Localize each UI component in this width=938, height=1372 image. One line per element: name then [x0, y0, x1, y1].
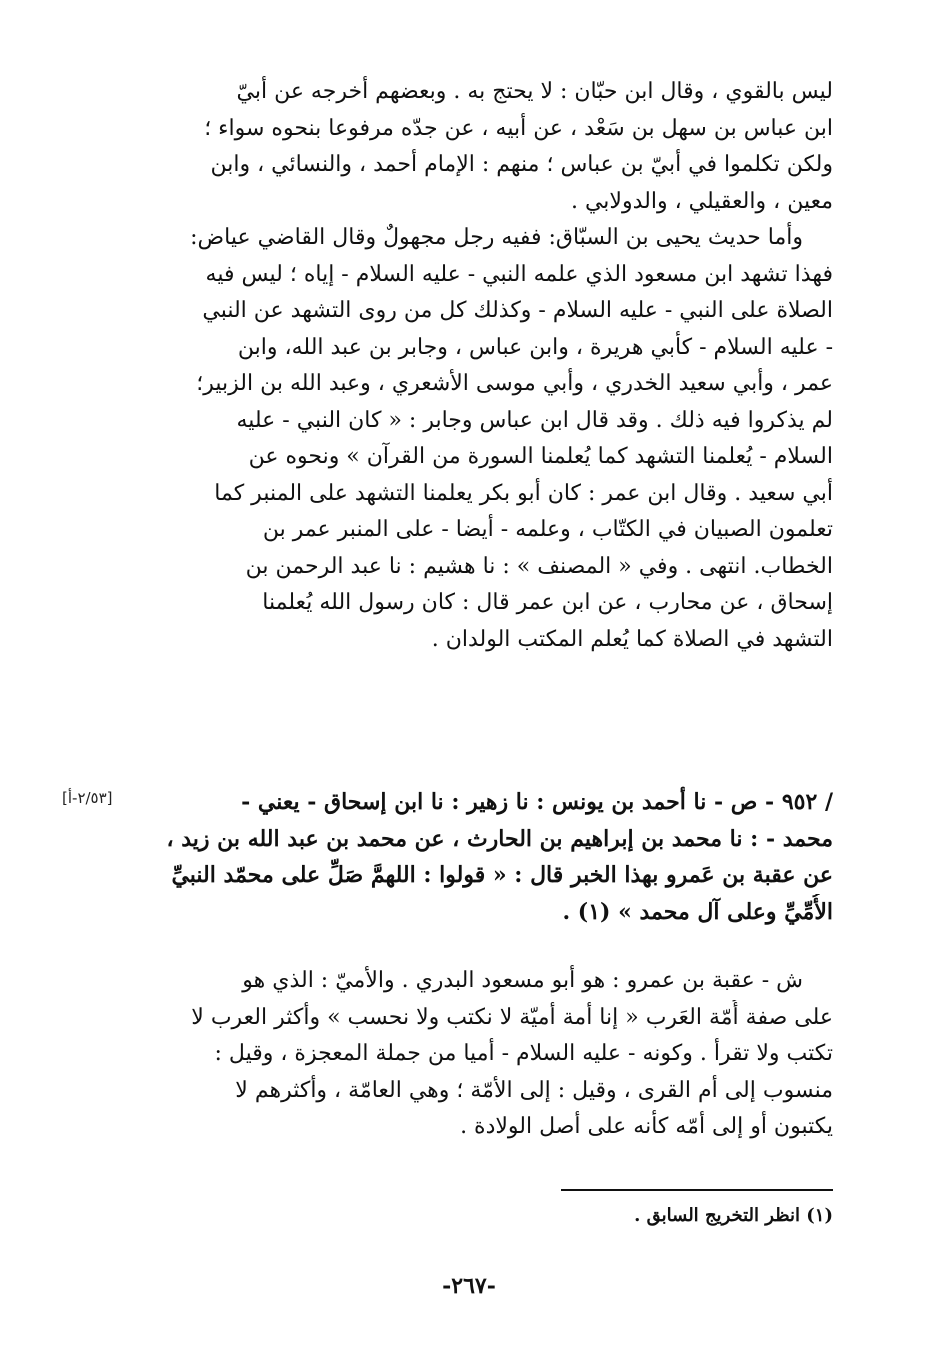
text-line: ش - عقبة بن عمرو : هو أبو مسعود البدري . والأميّ : الذي هو [242, 968, 803, 993]
commentary-section [151, 74, 833, 658]
text-line: تعلمون الصبيان في الكتّاب ، وعلمه - أيضا - على المنبر عمر بن [262, 517, 833, 542]
text-line: ولكن تكلموا في أبيّ بن عباس ؛ منهم : الإمام أحمد ، والنسائي ، وابن [210, 152, 833, 177]
footnote: (١) انظر التخريج السابق . [634, 1205, 833, 1226]
text-line: عمر ، وأبي سعيد الخدري ، وأبي موسى الأشعري ، وعبد الله بن الزبير؛ [196, 371, 833, 396]
hadith-line: عن عقبة بن عَمرو بهذا الخبر قال : « قولوا : اللهمَّ صَلِّ على محمّد النبيِّ [171, 862, 833, 888]
text-line: معين ، والعقيلي ، والدولابي . [570, 188, 833, 214]
hadith-line: الأُمِّيِّ وعلى آل محمد » (١) . [562, 898, 833, 925]
text-line: منسوب إلى أم القرى ، وقيل : إلى الأمّة ؛ وهي العامّة ، وأكثرهم لا [235, 1077, 833, 1103]
text-line: - عليه السلام - كأبي هريرة ، وابن عباس ، وجابر بن عبد الله، وابن [237, 334, 833, 360]
text-line: على صفة أُمّة العَرب « إنا أمة أميّة لا نكتب ولا نحسب » وأكثر العرب لا [191, 1004, 833, 1030]
text-line: ليس بالقوي ، وقال ابن حبّان : لا يحتج به . وبعضهم أخرجه عن أبيّ [236, 79, 833, 104]
text-line: ابن عباس بن سهل بن سَعْد ، عن أبيه ، عن جدّه مرفوعا بنحوه سواء ؛ [204, 115, 833, 141]
text-line: إسحاق ، عن محارب ، عن ابن عمر قال : كان رسول الله يُعلمنا [262, 590, 833, 615]
margin-reference: [٢/٥٣-أ] [62, 789, 113, 807]
text-line: التشهد في الصلاة كما يُعلم المكتب الولدان . [431, 626, 833, 652]
hadith-line: / ٩٥٢ - ص - نا أحمد بن يونس : نا زهير : نا ابن إسحاق - يعني - [241, 789, 833, 815]
text-line: لم يذكروا فيه ذلك . وقد قال ابن عباس وجابر : « كان النبي - عليه [236, 407, 833, 433]
text-line: فهذا تشهد ابن مسعود الذي علمه النبي - عليه السلام - إياه ؛ ليس فيه [205, 261, 833, 287]
text-line: الصلاة على النبي - عليه السلام - وكذلك كل من روى التشهد عن النبي [202, 298, 833, 323]
hadith-line: محمد - : نا محمد بن إبراهيم بن الحارث ، عن محمد بن عبد الله بن زيد ، [166, 825, 833, 852]
text-line: تكتب ولا تقرأ . وكونه - عليه السلام - أميا من جملة المعجزة ، وقيل : [214, 1041, 833, 1066]
hadith-section [151, 784, 833, 930]
page-number: -٢٦٧- [442, 1273, 496, 1299]
explanation-section [151, 963, 833, 1146]
text-line: وأما حديث يحيى بن السبّاق: ففيه رجل مجهولٌ وقال القاضي عياض: [190, 225, 803, 250]
text-line: يكتبون أو إلى أمّه كأنه على أصل الولادة . [460, 1114, 833, 1139]
text-line: أبي سعيد . وقال ابن عمر : كان أبو بكر يعلمنا التشهد على المنبر كما [214, 480, 833, 506]
footnote-divider [561, 1189, 833, 1191]
text-line: السلام - يُعلمنا التشهد كما يُعلمنا السورة من القرآن » ونحوه عن [248, 444, 833, 469]
text-line: الخطاب. انتهى . وفي « المصنف » : نا هشيم : نا عبد الرحمن بن [245, 553, 833, 579]
